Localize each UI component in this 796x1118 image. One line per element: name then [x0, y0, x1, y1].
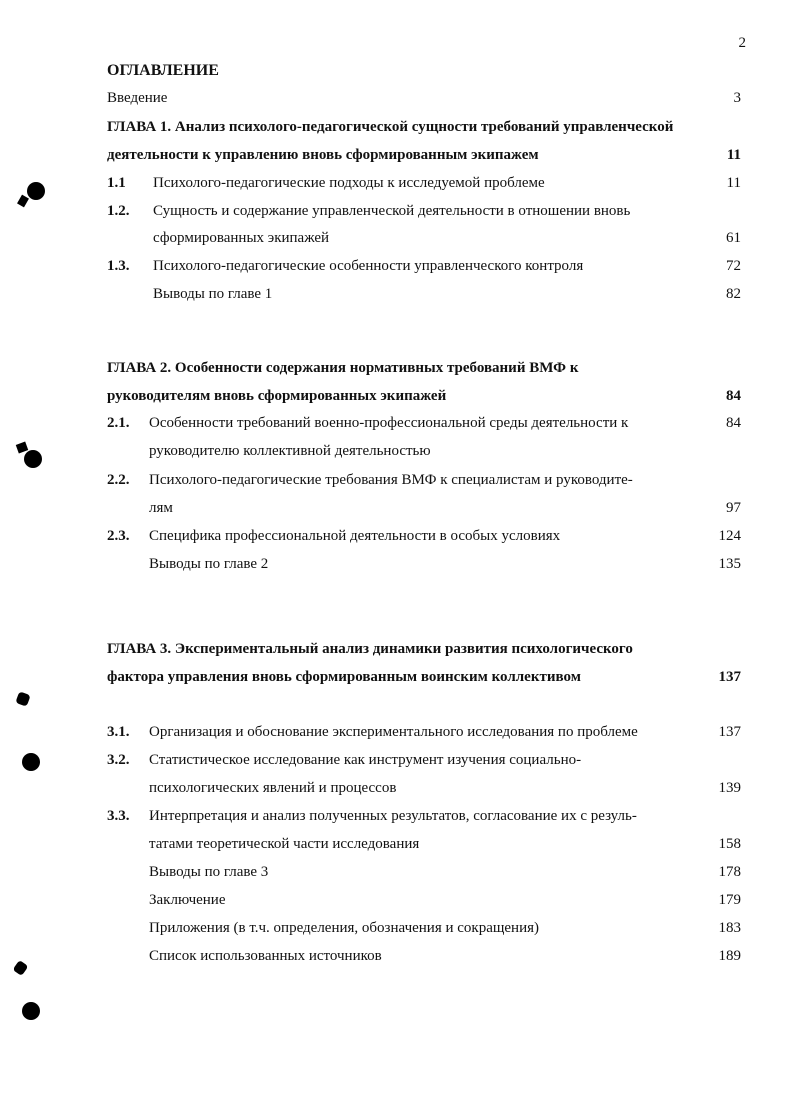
section-page: 97 [726, 500, 741, 516]
chapter-title-line: руководителям вновь сформированных экипажей [107, 388, 447, 404]
chapter-conclusions-page: 82 [726, 286, 741, 302]
section-number: 2.2. [107, 472, 130, 488]
section-title: руководителю коллективной деятельностью [149, 443, 431, 459]
chapter-title-line: ГЛАВА 1. Анализ психолого-педагогической сущности требований управленческой [107, 119, 674, 135]
section-title: Интерпретация и анализ полученных результатов, согласование их с резуль- [149, 808, 637, 824]
chapter-page: 11 [726, 147, 741, 163]
section-title: Организация и обоснование экспериментального исследования по проблеме [149, 724, 638, 740]
binder-hole-mark [22, 753, 40, 771]
section-page: 124 [718, 528, 741, 544]
section-page: 139 [718, 780, 741, 796]
scan-blot-mark [15, 691, 30, 706]
chapter-title-line: ГЛАВА 3. Экспериментальный анализ динамики развития психологического [107, 641, 633, 657]
section-page: 137 [718, 724, 741, 740]
section-number: 2.1. [107, 415, 130, 431]
section-number: 1.3. [107, 258, 130, 274]
back-matter-page: 183 [718, 920, 741, 936]
binder-hole-mark [27, 182, 45, 200]
section-title: Статистическое исследование как инструмент изучения социально- [149, 752, 582, 768]
section-page: 84 [726, 415, 741, 431]
section-title: Психолого-педагогические требования ВМФ к специалистам и руководите- [149, 472, 633, 488]
section-number: 3.1. [107, 724, 130, 740]
binder-hole-mark [22, 1002, 40, 1020]
back-matter-page: 179 [718, 892, 741, 908]
section-number: 2.3. [107, 528, 130, 544]
toc-intro-page: 3 [733, 90, 741, 106]
scan-blot-mark [13, 960, 29, 976]
back-matter-title: Приложения (в т.ч. определения, обозначения и сокращения) [149, 920, 540, 936]
chapter-conclusions-page: 178 [718, 864, 741, 880]
toc-heading: ОГЛАВЛЕНИЕ [107, 62, 219, 79]
chapter-conclusions-page: 135 [718, 556, 741, 572]
section-number: 3.3. [107, 808, 130, 824]
section-number: 1.1 [107, 175, 126, 191]
page-number: 2 [738, 35, 746, 51]
chapter-conclusions: Выводы по главе 2 [149, 556, 269, 572]
section-page: 61 [726, 230, 741, 246]
section-title: Психолого-педагогические подходы к исследуемой проблеме [153, 175, 545, 191]
section-title: Психолого-педагогические особенности управленческого контроля [153, 258, 584, 274]
scan-blot-mark [17, 195, 29, 208]
section-page: 11 [726, 175, 741, 191]
chapter-title-line: деятельности к управлению вновь сформированным экипажем [107, 147, 539, 163]
section-title: татами теоретической части исследования [149, 836, 420, 852]
back-matter-page: 189 [718, 948, 741, 964]
binder-hole-mark [24, 450, 42, 468]
chapter-title-line: фактора управления вновь сформированным воинским коллективом [107, 669, 581, 685]
section-page: 72 [726, 258, 741, 274]
section-title: сформированных экипажей [153, 230, 330, 246]
back-matter-title: Заключение [149, 892, 226, 908]
back-matter-title: Список использованных источников [149, 948, 382, 964]
chapter-conclusions: Выводы по главе 3 [149, 864, 269, 880]
section-title: психологических явлений и процессов [149, 780, 397, 796]
toc-intro-title: Введение [107, 90, 168, 106]
section-title: Особенности требований военно-профессиональной среды деятельности к [149, 415, 629, 431]
chapter-title-line: ГЛАВА 2. Особенности содержания нормативных требований ВМФ к [107, 360, 579, 376]
section-number: 1.2. [107, 203, 130, 219]
section-title: Сущность и содержание управленческой деятельности в отношении вновь [153, 203, 631, 219]
section-page: 158 [718, 836, 741, 852]
chapter-page: 137 [718, 669, 741, 685]
chapter-conclusions: Выводы по главе 1 [153, 286, 273, 302]
section-title: лям [149, 500, 173, 516]
section-number: 3.2. [107, 752, 130, 768]
chapter-page: 84 [726, 388, 741, 404]
section-title: Специфика профессиональной деятельности в особых условиях [149, 528, 561, 544]
